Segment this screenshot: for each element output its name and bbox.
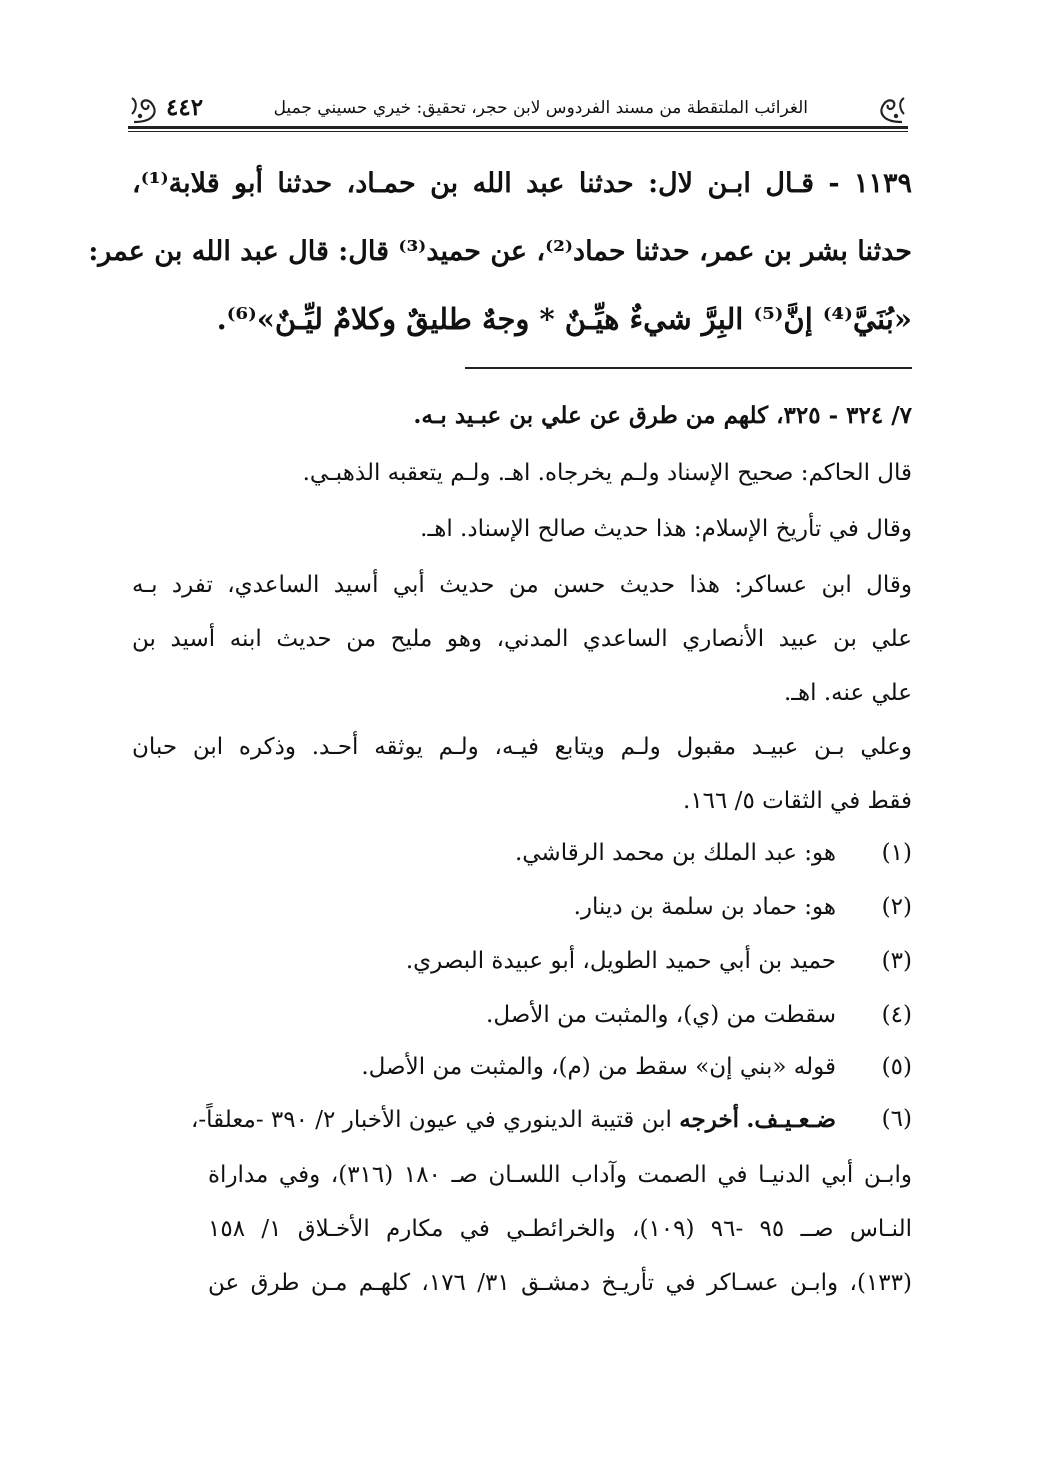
footnote-6-line-4: (١٣٣)، وابـن عسـاكر في تأريـخ دمشـق ٣١/ ١٧٦، كلهـم مـن طرق عن: [208, 1270, 912, 1296]
cont-line-7: وعلي بـن عبيـد مقبول ولـم ويتابع فيـه، ولـم يوثقه أحـد. وذكره ابن حبان: [132, 734, 912, 760]
footnote-number: (٦): [881, 1106, 912, 1132]
main-line-1: ١١٣٩ - قـال ابـن لال: حدثنا عبد الله بن حمـاد، حدثنا أبو قلابة⁽¹⁾،: [132, 168, 912, 199]
main-line-2: حدثنا بشر بن عمر، حدثنا حماد⁽²⁾، عن حميد⁽³⁾ قال: قال عبد الله بن عمر:: [88, 236, 912, 267]
cont-line-8: فقط في الثقات ٥/ ١٦٦.: [683, 788, 912, 814]
cont-line-4: وقال ابن عساكر: هذا حديث حسن من حديث أبي أسيد الساعدي، تفرد بـه: [132, 572, 912, 598]
footnote-6-body: ابن قتيبة الدينوري في عيون الأخبار ٢/ ٣٩٠ -معلقاً-،: [190, 1107, 672, 1133]
footnote-text: حميد بن أبي حميد الطويل، أبو عبيدة البصري.: [405, 948, 836, 974]
footnote-number: (٥): [881, 1054, 912, 1080]
footnote-text: [191, 1106, 836, 1133]
cont-line-5: علي بن عبيد الأنصاري الساعدي المدني، وهو مليح من حديث ابنه أسيد بن: [132, 626, 912, 652]
footnote-separator: [465, 367, 912, 369]
footnote-6-line-3: النـاس صــ ٩٥ -٩٦ (١٠٩)، والخرائطـي في مكارم الأخـلاق ١/ ١٥٨: [208, 1216, 912, 1242]
header-rule-thin: [128, 131, 908, 132]
header-ornament-right-icon: [874, 92, 908, 126]
footnote-text: قوله «بني إن» سقط من (م)، والمثبت من الأصل.: [361, 1054, 836, 1080]
cont-line-1: ٧/ ٣٢٤ - ٣٢٥، كلهم من طرق عن علي بن عبـيد بـه.: [413, 402, 912, 429]
footnote-number: (١): [881, 840, 912, 866]
footnote-number: (٤): [881, 1002, 912, 1028]
footnote-text: هو: عبد الملك بن محمد الرقاشي.: [514, 840, 836, 866]
footnote-number: (٣): [881, 948, 912, 974]
footnote-number: (٢): [881, 894, 912, 920]
footnote-text: هو: حماد بن سلمة بن دينار.: [573, 894, 836, 920]
cont-line-2: قال الحاكم: صحيح الإسناد ولـم يخرجاه. اهـ. ولـم يتعقبه الذهبـي.: [302, 460, 912, 486]
cont-line-3: وقال في تأريخ الإسلام: هذا حديث صالح الإسناد. اهـ.: [420, 516, 912, 542]
hadith-grade: ضـعـيـف.: [746, 1106, 836, 1133]
footnote-6-line-2: وابـن أبي الدنيـا في الصمت وآداب اللسـان صـ ١٨٠ (٣١٦)، وفي مداراة: [208, 1162, 912, 1188]
header-ornament-left-icon: [128, 92, 162, 126]
source-label: أخرجه: [679, 1106, 740, 1133]
page-number: ٤٤٢: [166, 94, 204, 121]
header-title: الغرائب الملتقطة من مسند الفردوس لابن حجر، تحقيق: خيري حسيني جميل: [273, 98, 808, 118]
cont-line-6: علي عنه. اهـ.: [783, 680, 912, 706]
header-rule: [128, 126, 908, 129]
hadith-quote: «بُنَيَّ⁽⁴⁾ إنَّ⁽⁵⁾ البِرَّ شيءٌ هيِّـنٌ * وجهٌ طليقٌ وكلامٌ ليِّـنٌ»⁽⁶⁾.: [216, 302, 912, 336]
running-header: [128, 92, 908, 132]
footnote-text: سقطت من (ي)، والمثبت من الأصل.: [486, 1002, 836, 1028]
